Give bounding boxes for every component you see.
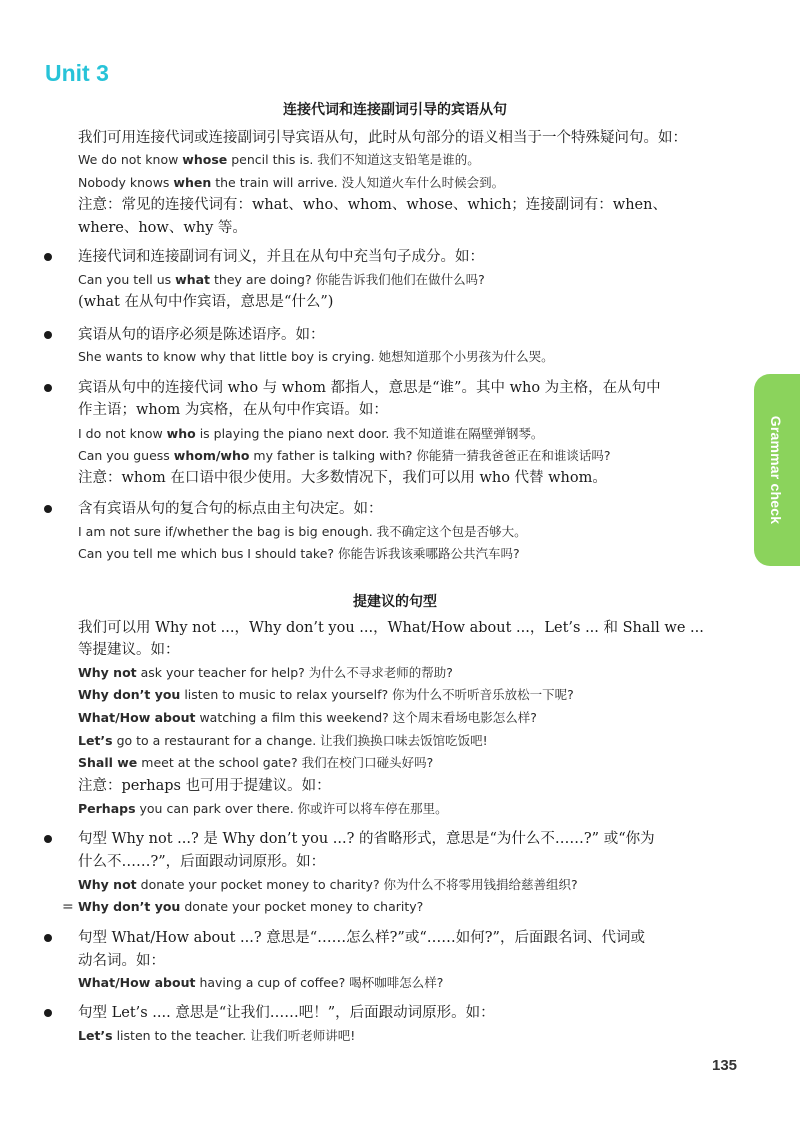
- grammar-check-label: Grammar check: [768, 415, 784, 525]
- example-sentence: [78, 424, 543, 444]
- key-phrase: Why don’t you: [78, 687, 181, 702]
- example-sentence: [78, 875, 578, 895]
- key-phrase: Shall we: [78, 755, 138, 770]
- key-phrase: Let’s: [78, 1028, 113, 1043]
- bullet-icon: [44, 253, 52, 261]
- bullet-icon: [44, 934, 52, 942]
- text-line: [78, 618, 704, 638]
- text-run: We do not know: [78, 152, 183, 167]
- text-run: go to a restaurant for a change. 让我们换换口味去饭馆吃饭吧!: [112, 733, 488, 748]
- grammar-check-tab: [754, 374, 800, 566]
- note-line: [78, 195, 667, 215]
- text-run: watching a film this weekend? 这个周末看场电影怎么样?: [195, 710, 537, 725]
- text-run: ask your teacher for help? 为什么不寻求老师的帮助?: [136, 665, 453, 680]
- text-run: 连接代词和连接副词有词义，并且在从句中充当句子成分。如：: [78, 249, 484, 265]
- text-run: I do not know: [78, 426, 167, 441]
- text-run: the train will arrive. 没人知道火车什么时候会到。: [211, 175, 505, 190]
- bullet-icon: [44, 331, 52, 339]
- text-run: is playing the piano next door. 我不知道谁在隔壁弹钢琴。: [195, 426, 544, 441]
- key-phrase: What/How about: [78, 975, 196, 990]
- text-run: where、how、why 等。: [78, 220, 247, 236]
- rule-line: [78, 852, 325, 872]
- key-phrase: Perhaps: [78, 801, 136, 816]
- key-phrase: What/How about: [78, 710, 196, 725]
- rule-line: [78, 378, 661, 398]
- note-line: [78, 292, 333, 312]
- note-line: [78, 218, 247, 238]
- text-run: they are doing? 你能告诉我们他们在做什么吗?: [210, 272, 485, 287]
- text-line: [78, 128, 687, 148]
- section-title-object-clauses: 连接代词和连接副词引导的宾语从句: [283, 102, 507, 118]
- example-sentence: [78, 753, 433, 773]
- note-line: [78, 776, 331, 796]
- text-run: Can you tell us: [78, 272, 176, 287]
- text-run: 句型 Why not ...? 是 Why don’t you ...? 的省略形式，意思是“为什么不……?” 或“你为: [78, 831, 655, 847]
- text-run: 句型 Let’s .... 意思是“让我们……吧！”，后面跟动词原形。如：: [78, 1005, 495, 1021]
- example-sentence: [78, 799, 448, 819]
- example-sentence: [78, 270, 485, 290]
- key-phrase: who: [166, 426, 196, 441]
- key-phrase: what: [175, 272, 211, 287]
- text-run: listen to the teacher. 让我们听老师讲吧!: [112, 1028, 356, 1043]
- text-run: you can park over there. 你或许可以将车停在那里。: [135, 801, 448, 816]
- text-run: listen to music to relax yourself? 你为什么不听听音乐放松一下呢?: [180, 687, 574, 702]
- example-sentence: [78, 708, 537, 728]
- key-phrase: Let’s: [78, 733, 113, 748]
- text-run: having a cup of coffee? 喝杯咖啡怎么样?: [195, 975, 444, 990]
- text-run: 什么不……?”，后面跟动词原形。如：: [78, 854, 326, 870]
- example-sentence: [78, 544, 520, 564]
- key-phrase: whom/who: [173, 448, 250, 463]
- example-sentence: [78, 522, 527, 542]
- rule-line: [78, 951, 165, 971]
- example-sentence: [78, 973, 443, 993]
- text-run: 宾语从句中的连接代词 who 与 whom 都指人，意思是“谁”。其中 who 为主格，在从句中: [78, 380, 661, 396]
- text-run: 注意：常见的连接代词有：what、who、whom、whose、which；连接副词有：when、: [78, 197, 667, 213]
- key-phrase: whose: [182, 152, 228, 167]
- rule-line: [78, 1003, 495, 1023]
- example-sentence: [78, 173, 504, 193]
- rule-line: [78, 499, 383, 519]
- text-line: [78, 640, 180, 660]
- text-run: my father is talking with? 你能猜一猜我爸爸正在和谁谈话吗?: [249, 448, 611, 463]
- text-run: 含有宾语从句的复合句的标点由主句决定。如：: [78, 501, 383, 517]
- text-run: (what 在从句中作宾语，意思是“什么”): [78, 294, 334, 310]
- text-run: I am not sure if/whether the bag is big enough. 我不确定这个包是否够大。: [78, 524, 527, 539]
- example-sentence: [78, 347, 554, 367]
- text-run: meet at the school gate? 我们在校门口碰头好吗?: [137, 755, 434, 770]
- text-run: 我们可用连接代词或连接副词引导宾语从句，此时从句部分的语义相当于一个特殊疑问句。如：: [78, 130, 687, 146]
- text-run: 宾语从句的语序必须是陈述语序。如：: [78, 327, 325, 343]
- key-phrase: Why not: [78, 877, 137, 892]
- text-run: Can you guess: [78, 448, 174, 463]
- section-title-suggestions: 提建议的句型: [353, 594, 437, 610]
- text-run: She wants to know why that little boy is crying. 她想知道那个小男孩为什么哭。: [78, 349, 554, 364]
- example-sentence: [78, 685, 574, 705]
- text-run: 等提建议。如：: [78, 642, 180, 658]
- rule-line: [78, 829, 655, 849]
- key-phrase: Why don’t you: [78, 899, 181, 914]
- text-run: 我们可以用 Why not ...，Why don’t you ...，What/How about ...，Let’s ... 和 Shall we ...: [78, 620, 704, 636]
- bullet-icon: [44, 835, 52, 843]
- text-run: pencil this is. 我们不知道这支铅笔是谁的。: [227, 152, 480, 167]
- equals-mark: =: [62, 899, 74, 915]
- text-run: Nobody knows: [78, 175, 174, 190]
- example-sentence: [78, 897, 423, 917]
- unit-title: Unit 3: [45, 60, 109, 86]
- rule-line: [78, 325, 325, 345]
- key-phrase: Why not: [78, 665, 137, 680]
- text-run: 句型 What/How about ...? 意思是“……怎么样?”或“……如何?”，后面跟名词、代词或: [78, 930, 645, 946]
- text-run: 作主语；whom 为宾格，在从句中作宾语。如：: [78, 402, 388, 418]
- bullet-icon: [44, 384, 52, 392]
- key-phrase: when: [173, 175, 212, 190]
- page-number: 135: [712, 1057, 738, 1074]
- rule-line: [78, 247, 484, 267]
- rule-line: [78, 928, 645, 948]
- example-sentence: [78, 663, 453, 683]
- text-run: 动名词。如：: [78, 953, 165, 969]
- bullet-icon: [44, 1009, 52, 1017]
- text-run: donate your pocket money to charity?: [180, 899, 424, 914]
- note-line: [78, 468, 607, 488]
- text-run: 注意：perhaps 也可用于提建议。如：: [78, 778, 331, 794]
- bullet-icon: [44, 505, 52, 513]
- text-run: 注意：whom 在口语中很少使用。大多数情况下，我们可以用 who 代替 whom。: [78, 470, 607, 486]
- text-run: Can you tell me which bus I should take? 你能告诉我该乘哪路公共汽车吗?: [78, 546, 520, 561]
- rule-line: [78, 400, 388, 420]
- example-sentence: [78, 1026, 355, 1046]
- text-run: donate your pocket money to charity? 你为什么不将零用钱捐给慈善组织?: [136, 877, 578, 892]
- example-sentence: [78, 446, 610, 466]
- example-sentence: [78, 150, 480, 170]
- example-sentence: [78, 731, 488, 751]
